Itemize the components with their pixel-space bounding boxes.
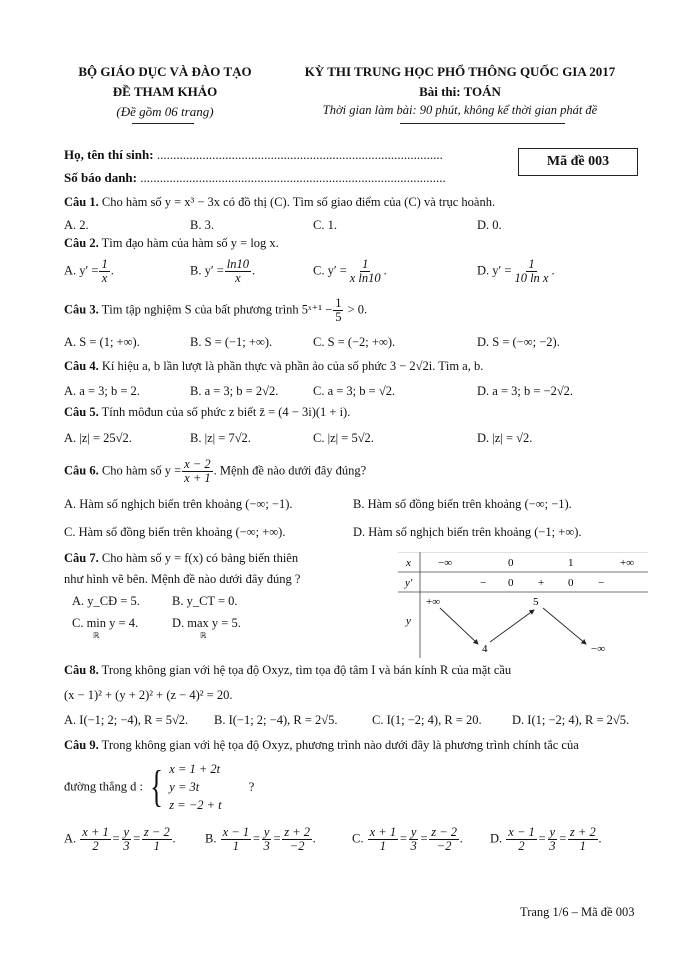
tbl-yp-3: 0 — [568, 577, 574, 589]
tbl-x-1: 0 — [508, 557, 514, 569]
q2-option-d: D. y′ = $\frac{1}{\text{10 ln x}}$ . — [477, 257, 555, 286]
q6-option-d: D. Hàm số nghịch biến trên khoảng (−1; +∞). — [353, 525, 582, 539]
tbl-x-label: x — [406, 557, 411, 569]
q4-label: Câu 4. — [64, 359, 99, 373]
tbl-arrow-up — [490, 610, 534, 642]
candidate-name-row — [64, 147, 443, 163]
candidate-name-label: Họ, tên thí sinh: — [64, 147, 154, 162]
time-note: Thời gian làm bài: 90 phút, không kể thời gian phát đề — [322, 103, 598, 117]
q6-option-b: B. Hàm số đồng biến trên khoảng (−∞; −1). — [353, 497, 572, 511]
q4-text: Kí hiệu a, b lần lượt là phần thực và phần ảo của số phức 3 − 2√2i. Tìm a, b. — [101, 359, 484, 373]
q7-option-c: C. min y = 4. — [72, 616, 139, 630]
q5-option-a: A. |z| = 25√2. — [64, 431, 132, 445]
tbl-x-3: +∞ — [620, 557, 635, 569]
candidate-id-dots: .............................................................................................. — [140, 170, 446, 185]
q9-option-d: D. $\frac{x - 1}{2}$ = $\frac{y}{3}$ = $\frac{z + 2}{1}$ . — [490, 825, 602, 854]
q2-option-a: A. y′ = $\frac{1}{x}$ . — [64, 257, 114, 286]
q7-d-subscript: ℝ — [200, 631, 207, 640]
q8-text: Trong không gian với hệ tọa độ Oxyz, tìm tọa độ tâm I và bán kính R của mặt cầu — [101, 663, 512, 677]
q9-option-a: A. $\frac{x + 1}{2}$ = $\frac{y}{3}$ = $\frac{z - 2}{1}$ . — [64, 825, 176, 854]
q7-line1: Cho hàm số y = f(x) có bảng biến thiên — [101, 551, 299, 565]
q1-option-c: C. 1. — [313, 218, 337, 232]
candidate-name-dots: ........................................................................................ — [156, 147, 443, 162]
q6-text: Cho hàm số y = — [101, 463, 182, 478]
q1-option-b: B. 3. — [190, 218, 214, 232]
q3-option-c: C. S = (−2; +∞). — [313, 335, 396, 349]
q2-label: Câu 2. — [64, 236, 99, 250]
q1-option-d: D. 0. — [477, 218, 502, 232]
q7-line2: như hình vẽ bên. Mệnh đề nào dưới đây đúng ? — [64, 572, 301, 586]
q7-option-d: D. max y = 5. — [172, 616, 241, 630]
q8-label: Câu 8. — [64, 663, 99, 677]
candidate-id-row — [64, 170, 446, 186]
question-8 — [64, 663, 511, 678]
header-divider-right — [400, 123, 565, 124]
q2-option-b: B. y′ = $\frac{\ln 10}{x}$ . — [190, 257, 256, 286]
q1-label: Câu 1. — [64, 195, 99, 209]
tbl-y-label: y — [406, 615, 411, 627]
header-divider-left — [132, 123, 194, 124]
q4-option-b: B. a = 3; b = 2√2. — [190, 384, 279, 398]
question-5 — [64, 405, 350, 420]
tbl-y-0: +∞ — [426, 596, 441, 608]
ministry-name: BỘ GIÁO DỤC VÀ ĐÀO TẠO — [78, 64, 252, 79]
page-count: (Đề gồm 06 trang) — [116, 104, 214, 119]
q4-option-d: D. a = 3; b = −2√2. — [477, 384, 574, 398]
q9-text: Trong không gian với hệ tọa độ Oxyz, phương trình nào dưới đây là phương trình chính tắc của — [101, 738, 579, 752]
q8-equation: (x − 1)² + (y + 2)² + (z − 4)² = 20. — [64, 688, 233, 702]
q3-option-d: D. S = (−∞; −2). — [477, 335, 560, 349]
q8-option-c: C. I(1; −2; 4), R = 20. — [372, 713, 482, 727]
q5-option-c: C. |z| = 5√2. — [313, 431, 374, 445]
q8-option-b: B. I(−1; 2; −4), R = 2√5. — [214, 713, 338, 727]
question-4 — [64, 359, 483, 374]
exam-code-box: Mã đề 003 — [518, 148, 638, 176]
tbl-y-3: −∞ — [591, 643, 606, 655]
q2-text: Tìm đạo hàm của hàm số y = log x. — [101, 236, 279, 250]
tbl-arrow-down-1 — [440, 608, 478, 644]
tbl-x-0: −∞ — [438, 557, 453, 569]
q7-option-a: A. y_CĐ = 5. — [72, 594, 140, 608]
q8-option-d: D. I(1; −2; 4), R = 2√5. — [512, 713, 630, 727]
q5-label: Câu 5. — [64, 405, 99, 419]
q5-text: Tính môđun của số phức z biết z̄ = (4 − 3i)(1 + i). — [101, 405, 351, 419]
q2-option-c: C. y′ = $\frac{1}{\text{x ln10}}$ . — [313, 257, 387, 286]
q4-option-c: C. a = 3; b = √2. — [313, 384, 396, 398]
question-7 — [64, 551, 298, 566]
q7-c-subscript: ℝ — [93, 631, 100, 640]
tbl-yp-label: y′ — [405, 577, 413, 589]
tbl-yp-4: − — [598, 577, 605, 589]
q4-option-a: A. a = 3; b = 2. — [64, 384, 140, 398]
question-2 — [64, 236, 279, 251]
tbl-y-2: 5 — [533, 596, 539, 608]
tbl-yp-1: 0 — [508, 577, 514, 589]
q6-option-c: C. Hàm số đồng biến trên khoảng (−∞; +∞). — [64, 525, 286, 539]
q9-label: Câu 9. — [64, 738, 99, 752]
q7-label: Câu 7. — [64, 551, 99, 565]
q9-option-b: B. $\frac{x - 1}{1}$ = $\frac{y}{3}$ = $\frac{z + 2}{-2}$ . — [205, 825, 317, 854]
tbl-arrow-down-2 — [543, 608, 586, 644]
exam-type: ĐỀ THAM KHẢO — [112, 84, 218, 99]
q3-text: Tìm tập nghiệm S của bất phương trình 5ˣ⁺¹ − — [101, 302, 333, 317]
question-9 — [64, 738, 579, 753]
q9-system: { x = 1 + 2t y = 3t z = −2 + t — [150, 762, 222, 813]
q9-option-c: C. $\frac{x + 1}{1}$ = $\frac{y}{3}$ = $\frac{z - 2}{-2}$ . — [352, 825, 464, 854]
q7-option-b: B. y_CT = 0. — [172, 594, 238, 608]
q8-option-a: A. I(−1; 2; −4), R = 5√2. — [64, 713, 189, 727]
q5-option-b: B. |z| = 7√2. — [190, 431, 251, 445]
exam-title: KỲ THI TRUNG HỌC PHỔ THÔNG QUỐC GIA 2017 — [304, 64, 616, 79]
question-3: Câu 3. Tìm tập nghiệm S của bất phương trình 5ˣ⁺¹ − $\frac{1}{5}$ > 0. — [64, 296, 368, 325]
tbl-y-1: 4 — [482, 643, 488, 655]
question-1 — [64, 195, 495, 210]
q9-line-def: đường thẳng d : { x = 1 + 2t y = 3t z = −2 + t ? — [64, 760, 254, 814]
q1-text: Cho hàm số y = x³ − 3x có đồ thị (C). Tìm số giao điểm của (C) và trục hoành. — [101, 195, 496, 209]
q3-label: Câu 3. — [64, 302, 99, 317]
q3-option-b: B. S = (−1; +∞). — [190, 335, 273, 349]
question-6: Câu 6. Cho hàm số y = $\frac{x - 2}{x + 1}$ . Mệnh đề nào dưới đây đúng? — [64, 457, 367, 486]
tbl-yp-0: − — [480, 577, 487, 589]
q1-option-a: A. 2. — [64, 218, 89, 232]
candidate-id-label: Số báo danh: — [64, 170, 137, 185]
q3-option-a: A. S = (1; +∞). — [64, 335, 140, 349]
subject: Bài thi: TOÁN — [419, 84, 501, 99]
q6-option-a: A. Hàm số nghịch biến trên khoảng (−∞; −1). — [64, 497, 293, 511]
variation-table — [398, 552, 648, 658]
q6-label: Câu 6. — [64, 463, 99, 478]
page-footer: Trang 1/6 – Mã đề 003 — [520, 905, 635, 919]
tbl-x-2: 1 — [568, 557, 574, 569]
tbl-yp-2: + — [538, 577, 545, 589]
q5-option-d: D. |z| = √2. — [477, 431, 533, 445]
